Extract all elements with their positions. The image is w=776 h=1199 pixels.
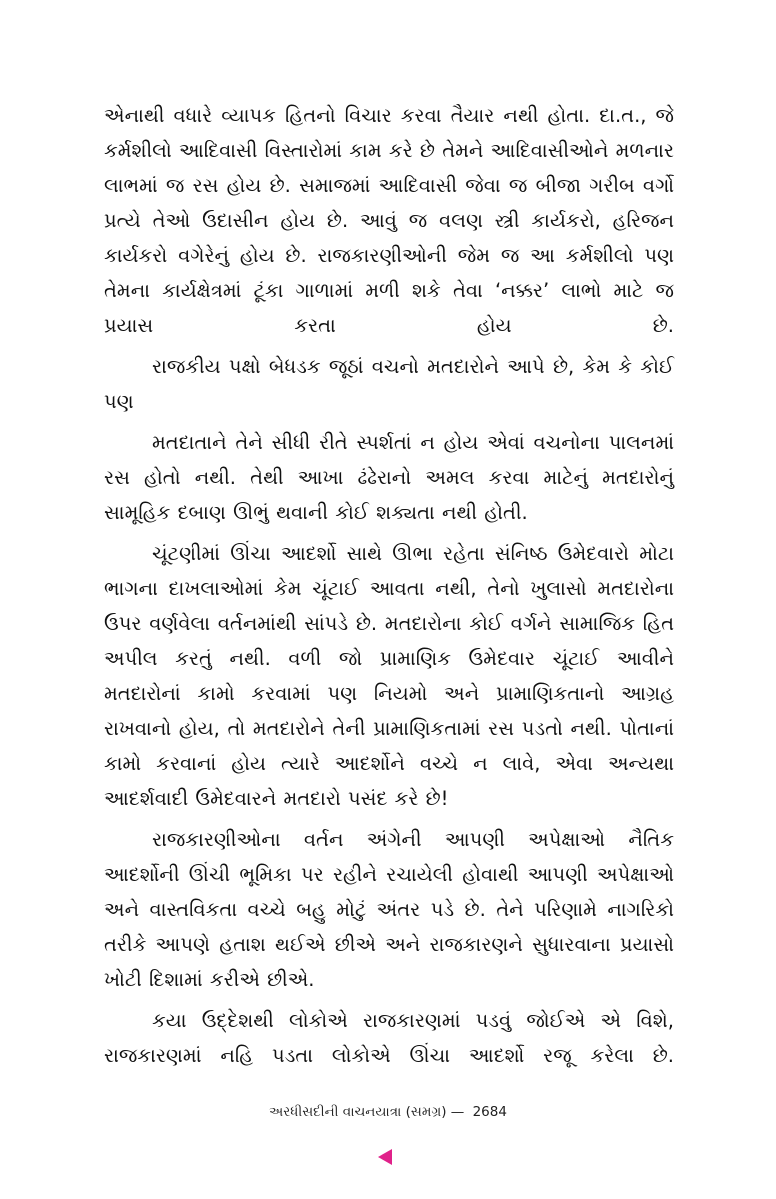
paragraph-1: એનાથી વધારે વ્યાપક હિતનો વિચાર કરવા તૈયાર નથી હોતા. દા.ત., જે કર્મશીલો આદિવાસી વિસ્તારોમાં કામ કરે છે તેમને આદિવાસીઓને મળનાર લાભમાં જ રસ હોય છે. સમાજમાં આદિવાસી જેવા જ બીજા ગરીબ વર્ગો પ્રત્યે તેઓ ઉદાસીન હોય છે. આવું જ વલણ સ્ત્રી કાર્યકરો, હરિજન કાર્યકરો વગેરેનું હોય છે. રાજકારણીઓની જેમ જ આ કર્મશીલો પણ તેમના કાર્યક્ષેત્રમાં ટૂંકા ગાળામાં મળી શકે તેવા ‘નક્કર’ લાભો માટે જ પ્રયાસ કરતા હોય છે.	[104, 104, 674, 337]
paragraph-4: ચૂંટણીમાં ઊંચા આદર્શો સાથે ઊભા રહેતા સંનિષ્ઠ ઉમેદવારો મોટા ભાગના દાખલાઓમાં કેમ ચૂંટાઈ આવતા નથી, તેનો ખુલાસો મતદારોના ઉપર વર્ણવેલા વર્તનમાંથી સાંપડે છે. મતદારોના કોઈ વર્ગને સામાજિક હિત અપીલ કરતું નથી. વળી જો પ્રામાણિક ઉમેદવાર ચૂંટાઈ આવીને મતદારોનાં કામો કરવામાં પણ નિયમો અને પ્રામાણિકતાનો આગ્રહ રાખવાનો હોય, તો મતદારોને તેની પ્રામાણિકતામાં રસ પડતો નથી. પોતાનાં કામો કરવાનાં હોય ત્યારે આદર્શોને વચ્ચે ન લાવે, એવા અન્યથા આદર્શવાદી ઉમેદવારને મતદારો પસંદ કરે છે!	[104, 542, 674, 810]
paragraph-6: કયા ઉદ્દેશથી લોકોએ રાજકારણમાં પડવું જોઈએ એ વિશે, રાજકારણમાં નહિ પડતા લોકોએ ઊંચા આદર્શો રજૂ કરેલા છે.	[104, 1009, 674, 1067]
footer-book-title: અરધીસદીની વાચનયાત્રા (સમગ્ર) —	[269, 1104, 465, 1120]
document-body	[104, 98, 674, 1079]
previous-page-icon[interactable]	[378, 1149, 392, 1165]
paragraph-2: રાજકીય પક્ષો બેધડક જૂઠાં વચનો મતદારોને આપે છે, કેમ કે કોઈ પણ	[104, 355, 674, 413]
page-number: 2684	[472, 1104, 507, 1120]
page-footer	[0, 1104, 776, 1120]
paragraph-5: રાજકારણીઓના વર્તન અંગેની આપણી અપેક્ષાઓ નૈતિક આદર્શોની ઊંચી ભૂમિકા પર રહીને રચાયેલી હોવાથી આપણી અપેક્ષાઓ અને વાસ્તવિકતા વચ્ચે બહુ મોટું અંતર પડે છે. તેને પરિણામે નાગરિકો તરીકે આપણે હતાશ થઈએ છીએ અને રાજકારણને સુધારવાના પ્રયાસો ખોટી દિશામાં કરીએ છીએ.	[104, 828, 674, 991]
paragraph-3: મતદાતાને તેને સીધી રીતે સ્પર્શતાં ન હોય એવાં વચનોના પાલનમાં રસ હોતો નથી. તેથી આખા ઢંઢેરાનો અમલ કરવા માટેનું મતદારોનું સામૂહિક દબાણ ઊભું થવાની કોઈ શક્યતા નથી હોતી.	[104, 431, 674, 524]
